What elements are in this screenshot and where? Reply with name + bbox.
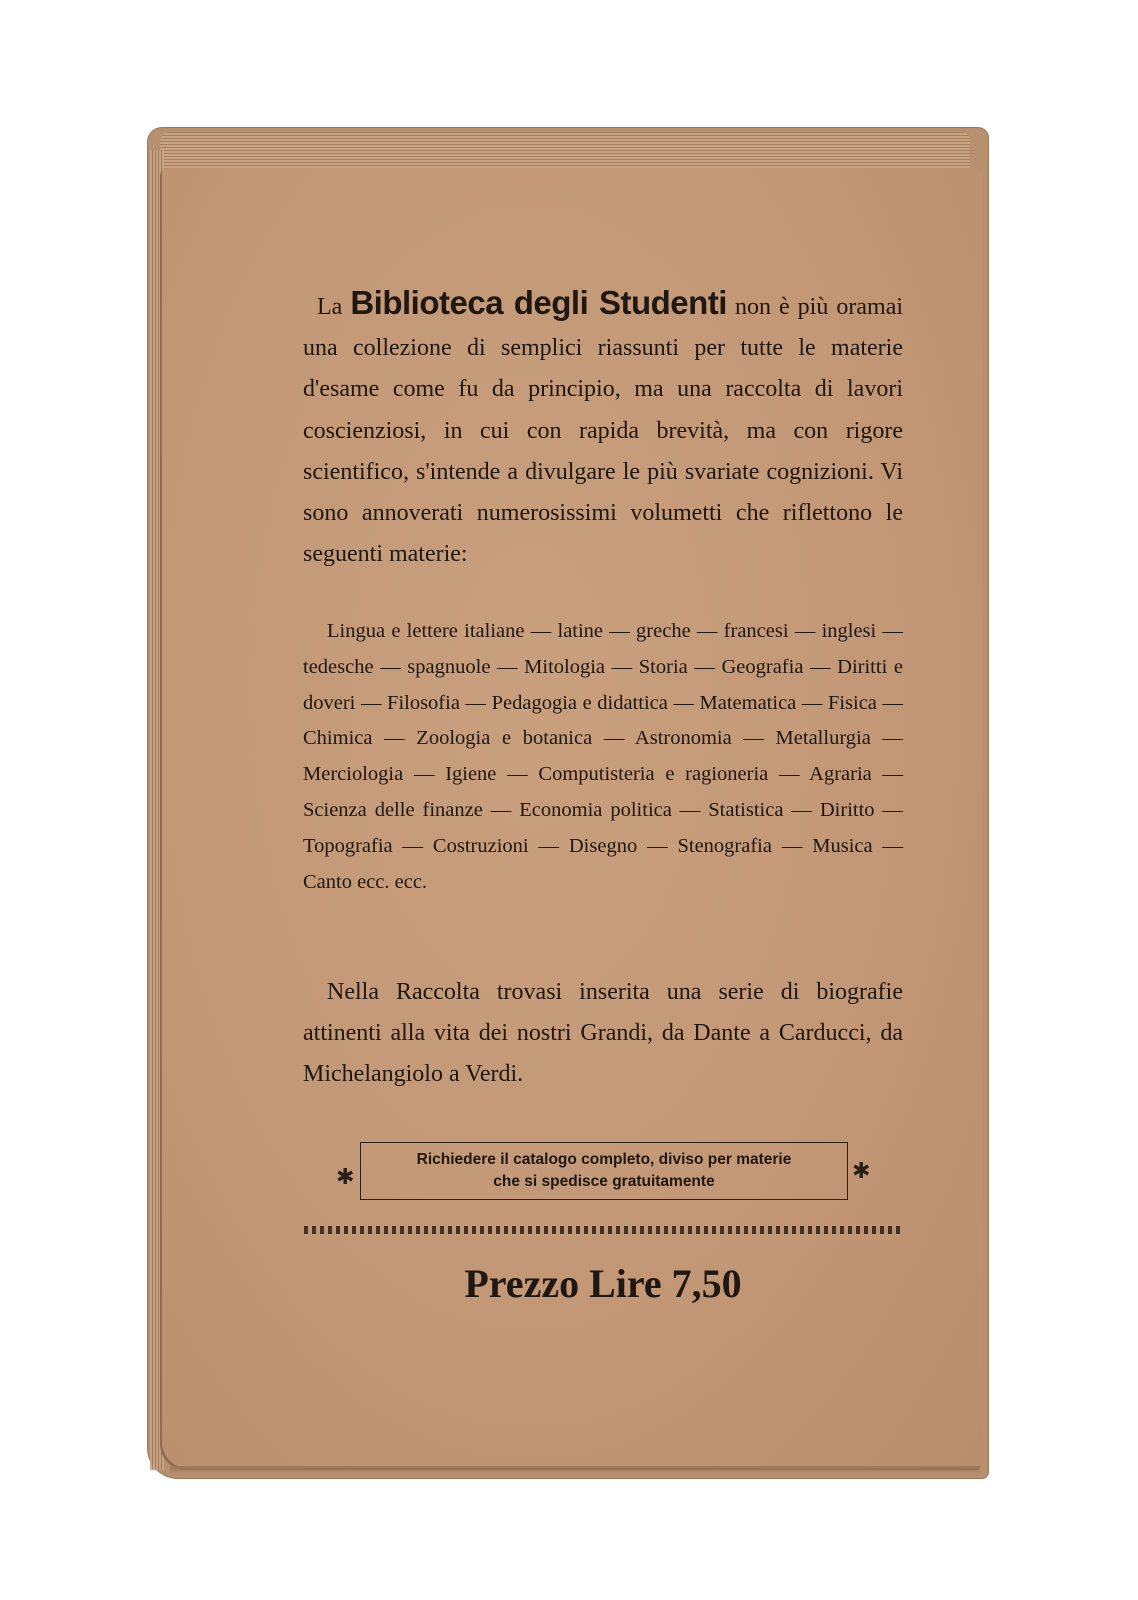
series-name: Biblioteca degli Studenti [350, 284, 727, 321]
subjects-list: Lingua e lettere italiane — latine — greche — francesi — inglesi — tedesche — spagnuole — Mitologia — Storia — Geografia — Diritti e doveri — Filosofia — Pedagogia e didattica — Matematica — Fisica — Chimica — Zoologia e botanica — Astronomia — Metallurgia — Merciologia — Igiene — Computisteria e ragioneria — Agraria — Scienza delle finanze — Economia politica — Statistica — Diritto — Topografia — Costruzioni — Disegno — Stenografia — Musica — Canto ecc. ecc. [303, 620, 903, 893]
price-label: Prezzo Lire 7,50 [464, 1261, 742, 1306]
dotted-divider [304, 1226, 900, 1234]
top-page-edges [160, 132, 970, 168]
intro-paragraph [303, 282, 903, 575]
catalog-notice-line1: Richiedere il catalogo completo, diviso per materie [416, 1151, 792, 1168]
catalog-notice-box [360, 1142, 848, 1200]
biographies-paragraph: Nella Raccolta trovasi inserita una serie di biografie attinenti alla vita dei nostri Grandi, da Dante a Carducci, da Michelangiolo a Verdi. [303, 979, 903, 1087]
catalog-notice-line2: che si spedisce gratuitamente [493, 1173, 715, 1190]
asterisk-ornament-icon: ✱ [852, 1158, 871, 1183]
bottom-shadow [170, 1466, 980, 1474]
lead-word: La [317, 294, 343, 320]
asterisk-ornament-icon: ✱ [336, 1164, 355, 1189]
intro-text: non è più oramai una collezione di semplici riassunti per tutte le materie d'esame come fu da principio, ma una raccolta di lavori coscienziosi, in cui con rapida brevità, ma con rigore scientifico, s'intende a divulgare le più svariate cognizioni. Vi sono annoverati numerosissimi volumetti che riflettono le seguenti materie: [303, 294, 904, 568]
